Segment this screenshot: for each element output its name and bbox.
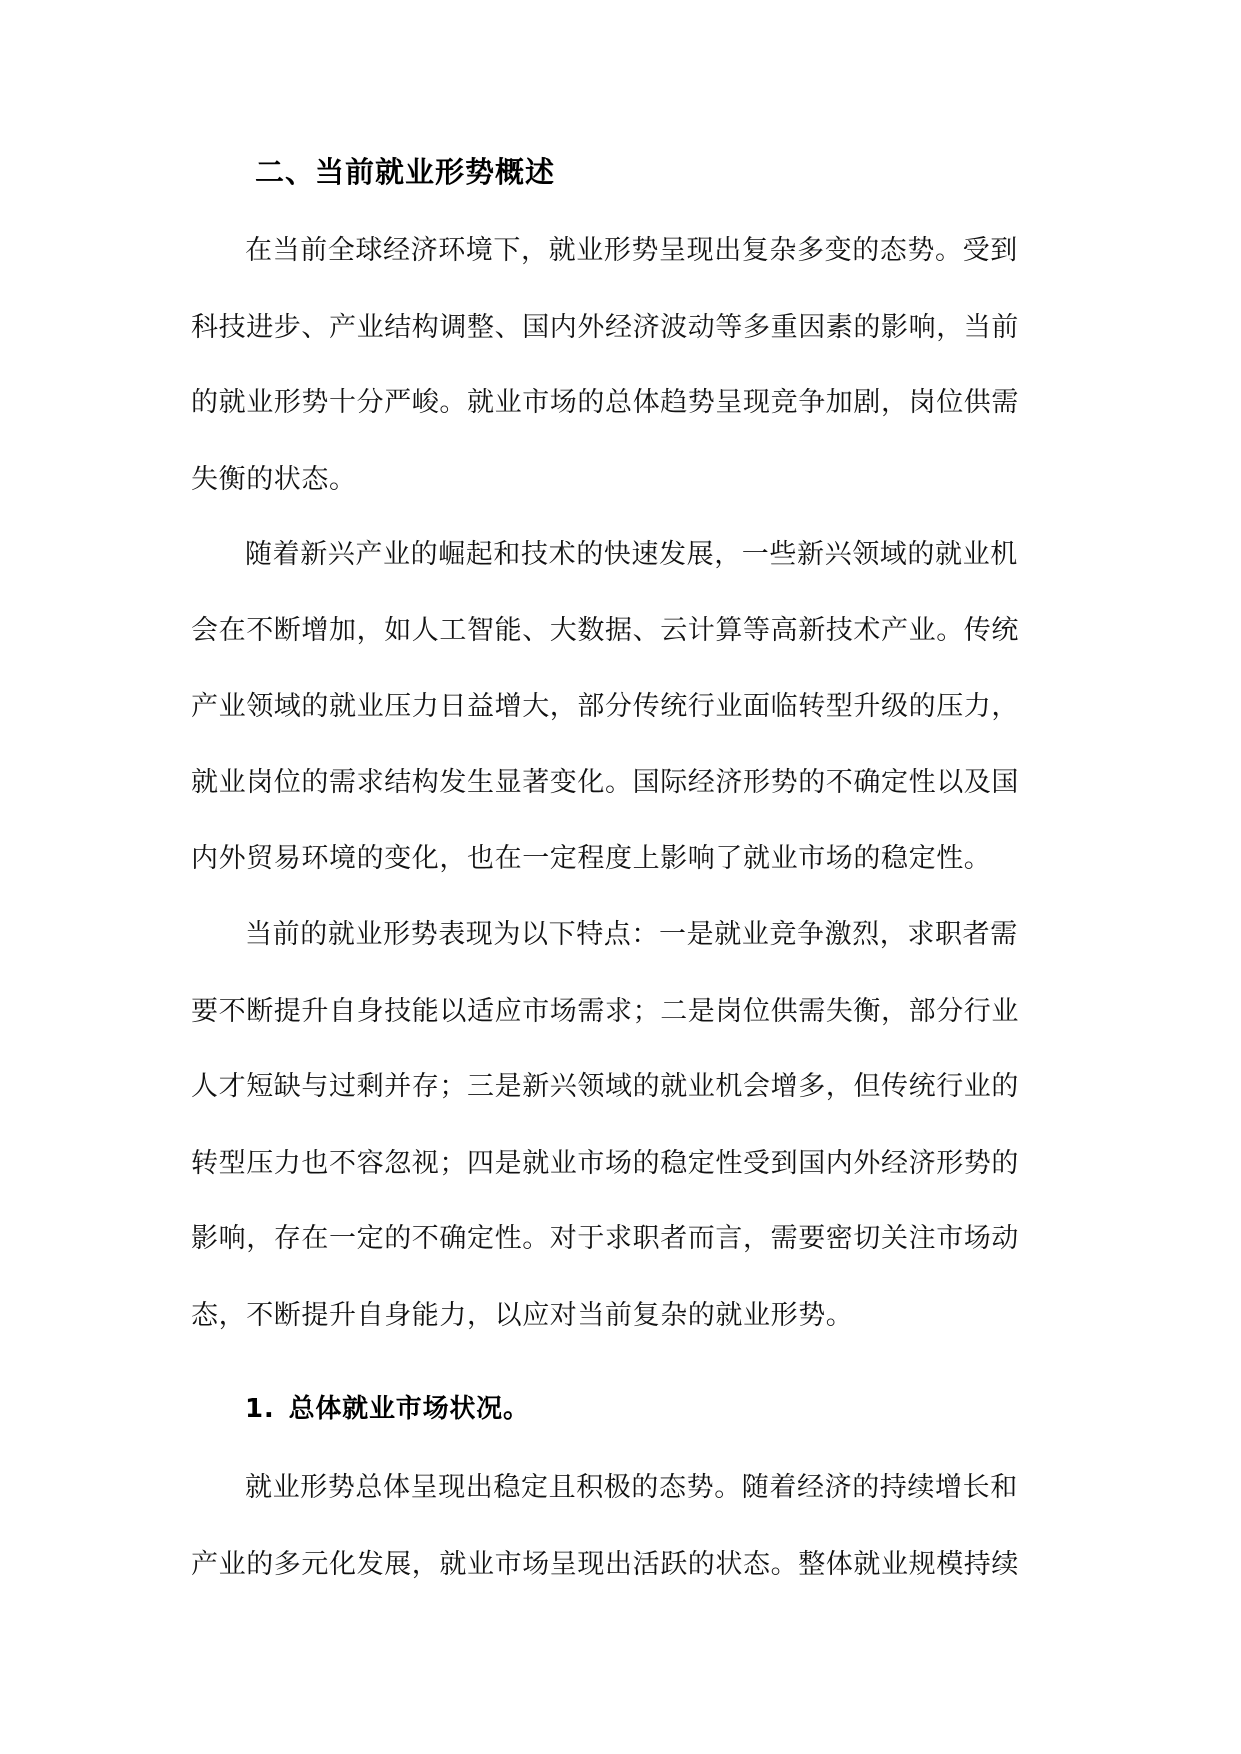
section-heading: 二、当前就业形势概述	[255, 155, 556, 189]
paragraph-3-line-5: 影响，存在一定的不确定性。对于求职者而言，需要密切关注市场动	[191, 1223, 1019, 1254]
paragraph-2-line-2: 会在不断增加，如人工智能、大数据、云计算等高新技术产业。传统	[191, 615, 1019, 646]
paragraph-2-line-4: 就业岗位的需求结构发生显著变化。国际经济形势的不确定性以及国	[191, 767, 1019, 798]
subsection-title: 总体就业市场状况。	[288, 1394, 530, 1424]
paragraph-2-line-3: 产业领域的就业压力日益增大，部分传统行业面临转型升级的压力，	[191, 691, 1019, 722]
paragraph-3-line-4: 转型压力也不容忽视；四是就业市场的稳定性受到国内外经济形势的	[191, 1148, 1019, 1179]
paragraph-3-line-1: 当前的就业形势表现为以下特点：一是就业竞争激烈，求职者需	[245, 919, 1018, 950]
paragraph-1-line-2: 科技进步、产业结构调整、国内外经济波动等多重因素的影响，当前	[191, 312, 1019, 343]
subsection-heading	[245, 1391, 530, 1427]
paragraph-4-line-1: 就业形势总体呈现出稳定且积极的态势。随着经济的持续增长和	[245, 1472, 1018, 1503]
paragraph-1-line-1: 在当前全球经济环境下，就业形势呈现出复杂多变的态势。受到	[245, 235, 1018, 266]
paragraph-2-line-5: 内外贸易环境的变化，也在一定程度上影响了就业市场的稳定性。	[191, 843, 992, 874]
paragraph-1-line-3: 的就业形势十分严峻。就业市场的总体趋势呈现竞争加剧，岗位供需	[191, 387, 1019, 418]
paragraph-3-line-2: 要不断提升自身技能以适应市场需求；二是岗位供需失衡，部分行业	[191, 996, 1019, 1027]
paragraph-3-line-6: 态，不断提升自身能力，以应对当前复杂的就业形势。	[191, 1300, 854, 1331]
paragraph-4-line-2: 产业的多元化发展，就业市场呈现出活跃的状态。整体就业规模持续	[191, 1549, 1019, 1580]
subsection-number: 1.	[245, 1394, 275, 1424]
paragraph-1-line-4: 失衡的状态。	[191, 464, 357, 495]
paragraph-3-line-3: 人才短缺与过剩并存；三是新兴领域的就业机会增多，但传统行业的	[191, 1071, 1019, 1102]
paragraph-2-line-1: 随着新兴产业的崛起和技术的快速发展，一些新兴领域的就业机	[245, 539, 1018, 570]
